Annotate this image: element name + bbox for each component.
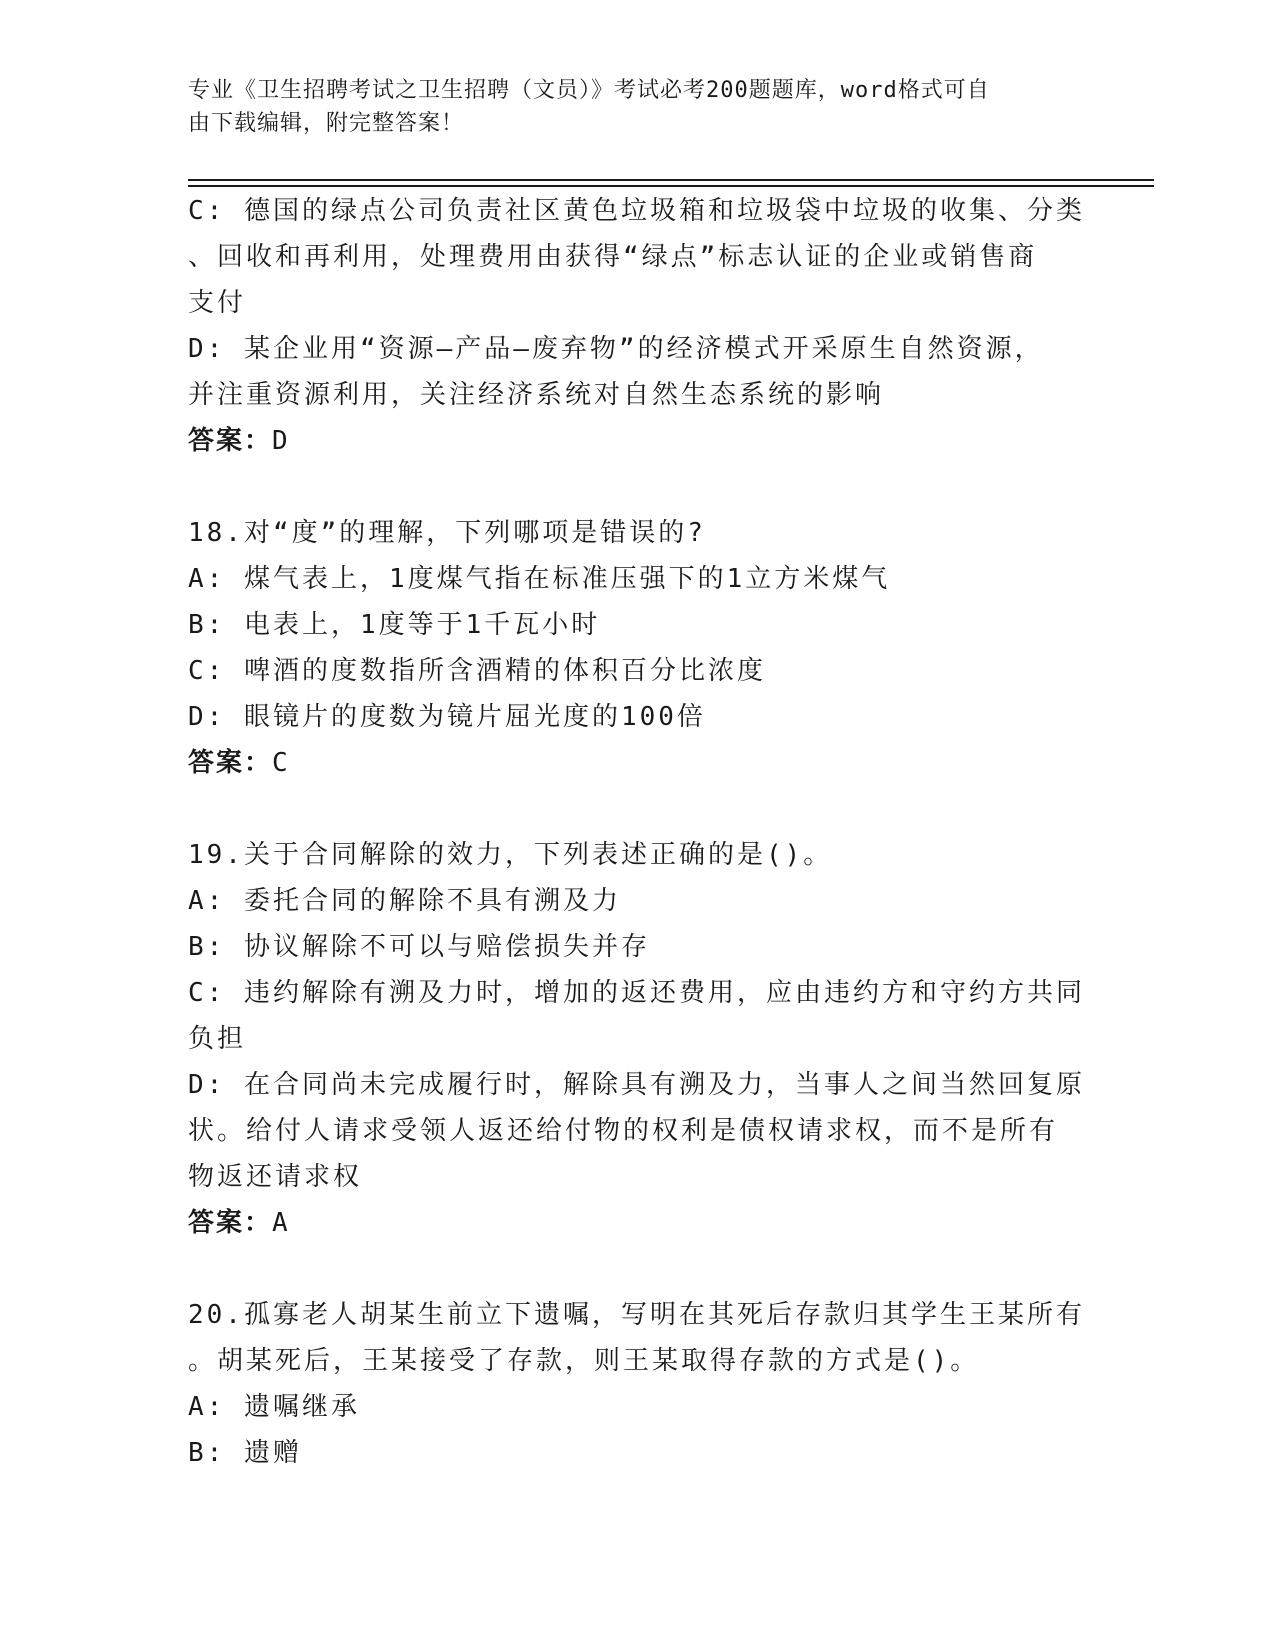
option-a: A: 委托合同的解除不具有溯及力	[188, 886, 621, 916]
question-19	[188, 832, 1088, 1246]
option-d-line: 并注重资源利用，关注经济系统对自然生态系统的影响	[188, 380, 885, 410]
question-stem-line: 。胡某死后，王某接受了存款，则王某取得存款的方式是()。	[188, 1346, 980, 1376]
answer-line	[188, 1200, 1088, 1246]
question-20	[188, 1292, 1088, 1476]
option-b: B: 电表上，1度等于1千瓦小时	[188, 610, 601, 640]
answer-line	[188, 740, 1088, 786]
option-a: A: 遗嘱继承	[188, 1392, 360, 1422]
answer-value: D	[272, 426, 290, 456]
question-17-tail	[188, 188, 1088, 464]
option-c-line: 支付	[188, 288, 247, 318]
question-stem: 19.关于合同解除的效力，下列表述正确的是()。	[188, 840, 833, 870]
question-stem: 18.对“度”的理解，下列哪项是错误的?	[188, 518, 706, 548]
option-c-line: 负担	[188, 1024, 247, 1054]
answer-label: 答案：	[188, 748, 273, 778]
option-d: D: 眼镜片的度数为镜片屈光度的100倍	[188, 702, 706, 732]
option-d-line: 物返还请求权	[188, 1162, 363, 1192]
answer-label: 答案：	[188, 426, 273, 456]
option-d-line: D: 某企业用“资源—产品—废弃物”的经济模式开采原生自然资源，	[188, 334, 1044, 364]
option-b: B: 遗赠	[188, 1438, 302, 1468]
question-spacer	[188, 1246, 1088, 1292]
header-line-2: 由下载编辑，附完整答案！	[188, 111, 465, 136]
question-content	[188, 188, 1088, 1476]
answer-value: A	[272, 1208, 290, 1238]
option-d-line: D: 在合同尚未完成履行时，解除具有溯及力，当事人之间当然回复原	[188, 1070, 1085, 1100]
option-d-line: 状。给付人请求受领人返还给付物的权利是债权请求权，而不是所有	[188, 1116, 1059, 1146]
header-line-1: 专业《卫生招聘考试之卫生招聘（文员）》考试必考200题题库，word格式可自	[188, 78, 990, 103]
option-b: B: 协议解除不可以与赔偿损失并存	[188, 932, 650, 962]
question-spacer	[188, 464, 1088, 510]
header-divider-bottom	[188, 185, 1154, 187]
answer-line	[188, 418, 1088, 464]
answer-label: 答案：	[188, 1208, 273, 1238]
document-header	[188, 74, 1068, 140]
question-stem-line: 20.孤寡老人胡某生前立下遗嘱，写明在其死后存款归其学生王某所有	[188, 1300, 1085, 1330]
option-c-line: C: 德国的绿点公司负责社区黄色垃圾箱和垃圾袋中垃圾的收集、分类	[188, 196, 1085, 226]
option-a: A: 煤气表上，1度煤气指在标准压强下的1立方米煤气	[188, 564, 891, 594]
option-c-line: 、回收和再利用，处理费用由获得“绿点”标志认证的企业或销售商	[188, 242, 1038, 272]
option-c-line: C: 违约解除有溯及力时，增加的返还费用，应由违约方和守约方共同	[188, 978, 1085, 1008]
option-c: C: 啤酒的度数指所含酒精的体积百分比浓度	[188, 656, 766, 686]
question-spacer	[188, 786, 1088, 832]
answer-value: C	[272, 748, 290, 778]
header-divider-top	[188, 179, 1154, 181]
question-18	[188, 510, 1088, 786]
